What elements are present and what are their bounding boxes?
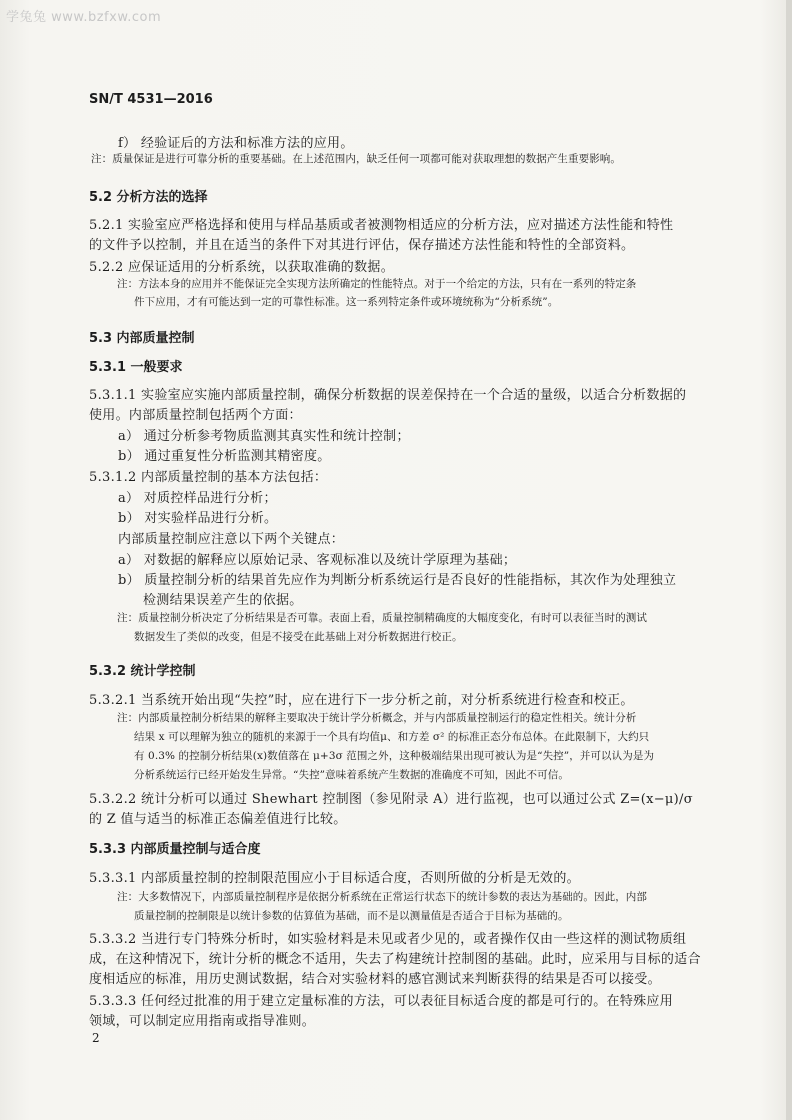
note-line: 数据发生了类似的改变，但是不接受在此基础上对分析数据进行校正。 xyxy=(134,631,463,643)
standard-code: SN/T 4531—2016 xyxy=(89,92,213,107)
note-line: 注：方法本身的应用并不能保证完全实现方法所确定的性能特点。对于一个给定的方法，只有在一系列的特定条 xyxy=(117,278,637,290)
note-line: 件下应用，才有可能达到一定的可靠性标准。这一系列特定条件或环境统称为“分析系统”。 xyxy=(134,296,559,308)
text-line: 领域，可以制定应用指南或指导准则。 xyxy=(89,1014,316,1029)
note-line: 质量控制的控制限是以统计参数的估算值为基础，而不是以测量值是否适合于目标为基础的。 xyxy=(134,910,569,922)
text-line: 5.3.2.2 统计分析可以通过 Shewhart 控制图（参见附录 A）进行监视，也可以通过公式 Z=(x−μ)/σ xyxy=(89,792,693,807)
text-line: 的文件予以控制，并且在适当的条件下对其进行评估，保存描述方法性能和特性的全部资料。 xyxy=(89,238,635,253)
text-line: b） 质量控制分析的结果首先应作为判断分析系统运行是否良好的性能指标，其次作为处理独立 xyxy=(118,573,677,588)
watermark: 学兔兔 www.bzfxw.com xyxy=(6,10,162,25)
text-line: 5.3.3.2 当进行专门特殊分析时，如实验材料是未见或者少见的，或者操作仅由一些这样的测试物质组 xyxy=(89,932,687,947)
text-line: 5.3.1.2 内部质量控制的基本方法包括： xyxy=(89,470,328,485)
section-heading: 5.3.2 统计学控制 xyxy=(89,664,196,679)
text-line: a） 通过分析参考物质监测其真实性和统计控制； xyxy=(118,429,410,444)
scan-edge xyxy=(786,0,792,1120)
text-line: 使用。内部质量控制包括两个方面： xyxy=(89,408,302,423)
text-line: 5.3.2.1 当系统开始出现“失控”时，应在进行下一步分析之前，对分析系统进行检查和校正。 xyxy=(89,693,634,708)
text-line: a） 对数据的解释应以原始记录、客观标准以及统计学原理为基础； xyxy=(118,553,517,568)
page-number: 2 xyxy=(92,1031,100,1045)
text-line: 的 Z 值与适当的标准正态偏差值进行比较。 xyxy=(89,812,347,827)
text-line: 5.2.1 实验室应严格选择和使用与样品基质或者被测物相适应的分析方法，应对描述方法性能和特性 xyxy=(89,218,674,233)
text-line: 检测结果误差产生的依据。 xyxy=(143,593,303,608)
note-line: 注：大多数情况下，内部质量控制程序是依据分析系统在正常运行状态下的统计参数的表达为基础的。因此，内部 xyxy=(117,891,647,903)
note-line: 结果 x 可以理解为独立的随机的来源于一个具有均值μ、和方差 σ² 的标准正态分布总体。在此限制下，大约只 xyxy=(134,731,650,743)
note-line: 有 0.3% 的控制分析结果(x)数值落在 μ+3σ 范围之外，这种极端结果出现可被认为是“失控”，并可以认为是为 xyxy=(134,750,655,762)
text-line: f） 经验证后的方法和标准方法的应用。 xyxy=(118,136,354,151)
text-line: 5.3.1.1 实验室应实施内部质量控制，确保分析数据的误差保持在一个合适的量级，以适合分析数据的 xyxy=(89,388,687,403)
section-heading: 5.2 分析方法的选择 xyxy=(89,190,208,205)
text-line: 5.3.3.1 内部质量控制的控制限范围应小于目标适合度，否则所做的分析是无效的。 xyxy=(89,871,580,886)
text-line: a） 对质控样品进行分析； xyxy=(118,491,277,506)
text-line: 5.3.3.3 任何经过批准的用于建立定量标准的方法，可以表征目标适合度的都是可行的。在特殊应用 xyxy=(89,994,674,1009)
section-heading: 5.3.3 内部质量控制与适合度 xyxy=(89,842,261,857)
note-line: 分析系统运行已经开始发生异常。“失控”意味着系统产生数据的准确度不可知，因此不可信。 xyxy=(134,769,569,781)
text-line: 5.2.2 应保证适用的分析系统，以获取准确的数据。 xyxy=(89,260,395,275)
text-line: 成，在这种情况下，统计分析的概念不适用，失去了构建统计控制图的基础。此时，应采用与目标的适合 xyxy=(89,952,701,967)
section-heading: 5.3.1 一般要求 xyxy=(89,360,183,375)
text-line: 度相适应的标准，用历史测试数据，结合对实验材料的感官测试来判断获得的结果是否可以接受。 xyxy=(89,972,661,987)
text-line: b） 通过重复性分析监测其精密度。 xyxy=(118,449,331,464)
note-line: 注：质量控制分析决定了分析结果是否可靠。表面上看，质量控制精确度的大幅度变化，有时可以表征当时的测试 xyxy=(117,612,647,624)
note-line: 注：内部质量控制分析结果的解释主要取决于统计学分析概念，并与内部质量控制运行的稳定性相关。统计分析 xyxy=(117,712,637,724)
text-line: b） 对实验样品进行分析。 xyxy=(118,511,278,526)
text-line: 内部质量控制应注意以下两个关键点： xyxy=(118,532,345,547)
note-line: 注：质量保证是进行可靠分析的重要基础。在上述范围内，缺乏任何一项都可能对获取理想的数据产生重要影响。 xyxy=(91,153,621,165)
section-heading: 5.3 内部质量控制 xyxy=(89,331,195,346)
